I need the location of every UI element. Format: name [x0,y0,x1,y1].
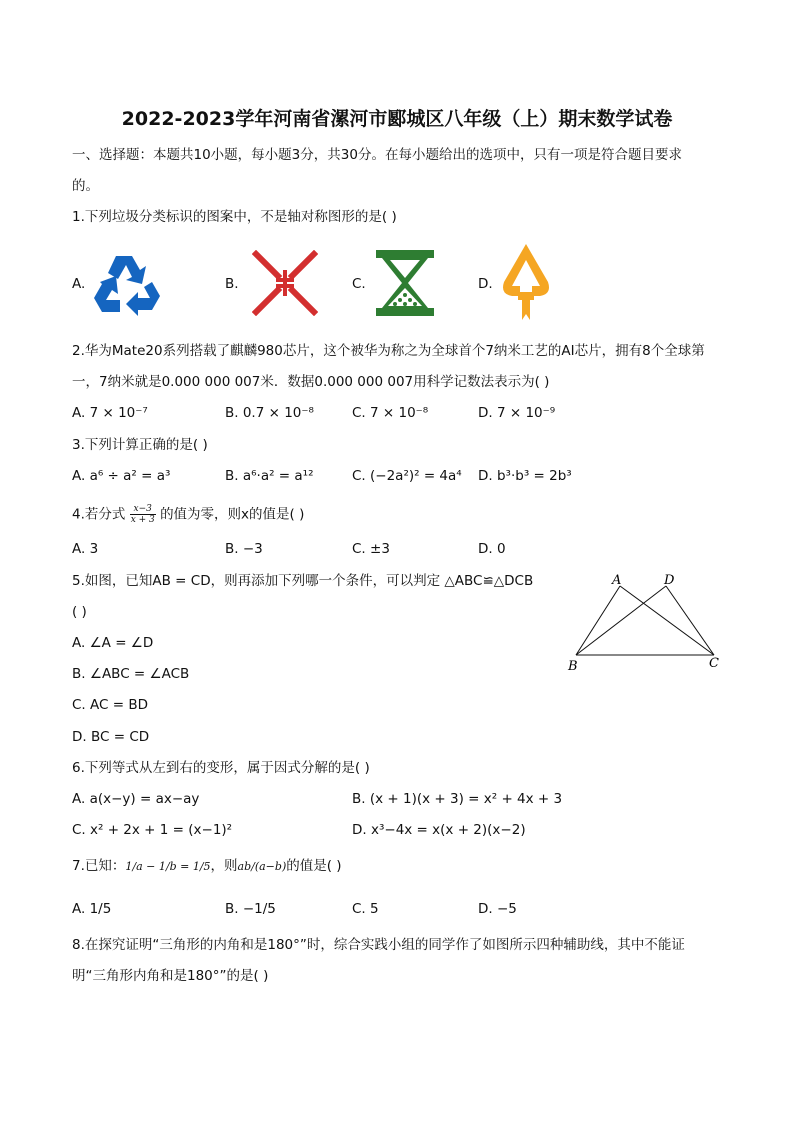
q6-option-c: C. x² + 2x + 1 = (x−1)² [72,822,233,838]
q4-option-a: A. 3 [72,541,99,557]
q3-option-c: C. (−2a²)² = 4a⁴ [352,468,462,484]
q1-option-a-label: A. [72,276,86,292]
q4-frac-numerator: x−3 [130,504,156,515]
q4-option-b: B. −3 [225,541,263,557]
question-1-stem: 1.下列垃圾分类标识的图案中，不是轴对称图形的是( ) [72,209,397,225]
q4-option-c: C. ±3 [352,541,390,557]
q5-triangle-figure [562,570,728,674]
question-5-line2: ( ) [72,604,87,620]
question-2-line1: 2.华为Mate20系列搭载了麒麟980芯片，这个被华为称之为全球首个7纳米工艺的AI芯片，拥有8个全球第 [72,343,705,359]
q5-option-c: C. AC = BD [72,697,148,713]
question-5-line1: 5.如图，已知AB = CD，则再添加下列哪一个条件，可以判定 △ABC≌△DCB [72,573,534,589]
q3-option-b: B. a⁶·a² = a¹² [225,468,314,484]
question-6-stem: 6.下列等式从左到右的变形，属于因式分解的是( ) [72,760,370,776]
figure-label-b: B [568,659,578,674]
q6-option-b: B. (x + 1)(x + 3) = x² + 4x + 3 [352,791,563,807]
q2-option-a: A. 7 × 10⁻⁷ [72,405,148,421]
question-2-line2: 一，7纳米就是0.000 000 007米．数据0.000 000 007用科学记数法表示为( ) [72,374,550,390]
other-waste-icon [500,242,552,322]
q1-option-c-label: C. [352,276,366,292]
q7-expression: ab/(a−b) [237,860,287,873]
recycle-icon [92,252,162,318]
question-7-stem [72,857,342,876]
figure-label-c: C [709,656,719,671]
q5-option-a: A. ∠A = ∠D [72,635,154,651]
q7-option-d: D. −5 [478,901,517,917]
q5-option-d: D. BC = CD [72,729,150,745]
section-heading-cont: 的。 [72,178,99,194]
q7-stem-prefix: 7.已知： [72,858,126,874]
kitchen-waste-icon [374,248,436,318]
q2-option-b: B. 0.7 × 10⁻⁸ [225,405,314,421]
q1-option-b-label: B. [225,276,239,292]
q4-option-d: D. 0 [478,541,506,557]
q6-option-a: A. a(x−y) = ax−ay [72,791,200,807]
page-title: 2022-2023学年河南省漯河市郾城区八年级（上）期末数学试卷 [121,108,673,130]
q4-frac-denominator: x + 3 [130,515,155,525]
q2-option-d: D. 7 × 10⁻⁹ [478,405,556,421]
q4-fraction [130,504,156,525]
question-3-stem: 3.下列计算正确的是( ) [72,437,208,453]
q5-option-b: B. ∠ABC = ∠ACB [72,666,190,682]
q3-option-d: D. b³·b³ = 2b³ [478,468,572,484]
q4-stem-suffix: 的值为零，则x的值是( ) [160,506,305,523]
q7-stem-suffix: 的值是( ) [286,858,342,874]
q3-option-a: A. a⁶ ÷ a² = a³ [72,468,171,484]
section-heading: 一、选择题：本题共10小题，每小题3分，共30分。在每小题给出的选项中，只有一项是符合题目要求 [72,147,682,163]
q4-stem-prefix: 4.若分式 [72,506,126,523]
q7-option-a: A. 1/5 [72,901,112,917]
figure-label-d: D [664,573,675,588]
question-4-stem [72,504,304,525]
hazardous-waste-icon [252,250,318,316]
q7-option-b: B. −1/5 [225,901,276,917]
q7-equation: 1/a − 1/b = 1/5 [125,860,211,873]
q7-stem-mid: ，则 [210,858,238,874]
q6-option-d: D. x³−4x = x(x + 2)(x−2) [352,822,526,838]
q2-option-c: C. 7 × 10⁻⁸ [352,405,429,421]
q1-option-d-label: D. [478,276,493,292]
question-8-line2: 明“三角形内角和是180°”的是( ) [72,968,269,984]
figure-label-a: A [612,573,622,588]
q7-option-c: C. 5 [352,901,379,917]
question-8-line1: 8.在探究证明“三角形的内角和是180°”时，综合实践小组的同学作了如图所示四种辅助线，其中不能证 [72,937,685,953]
